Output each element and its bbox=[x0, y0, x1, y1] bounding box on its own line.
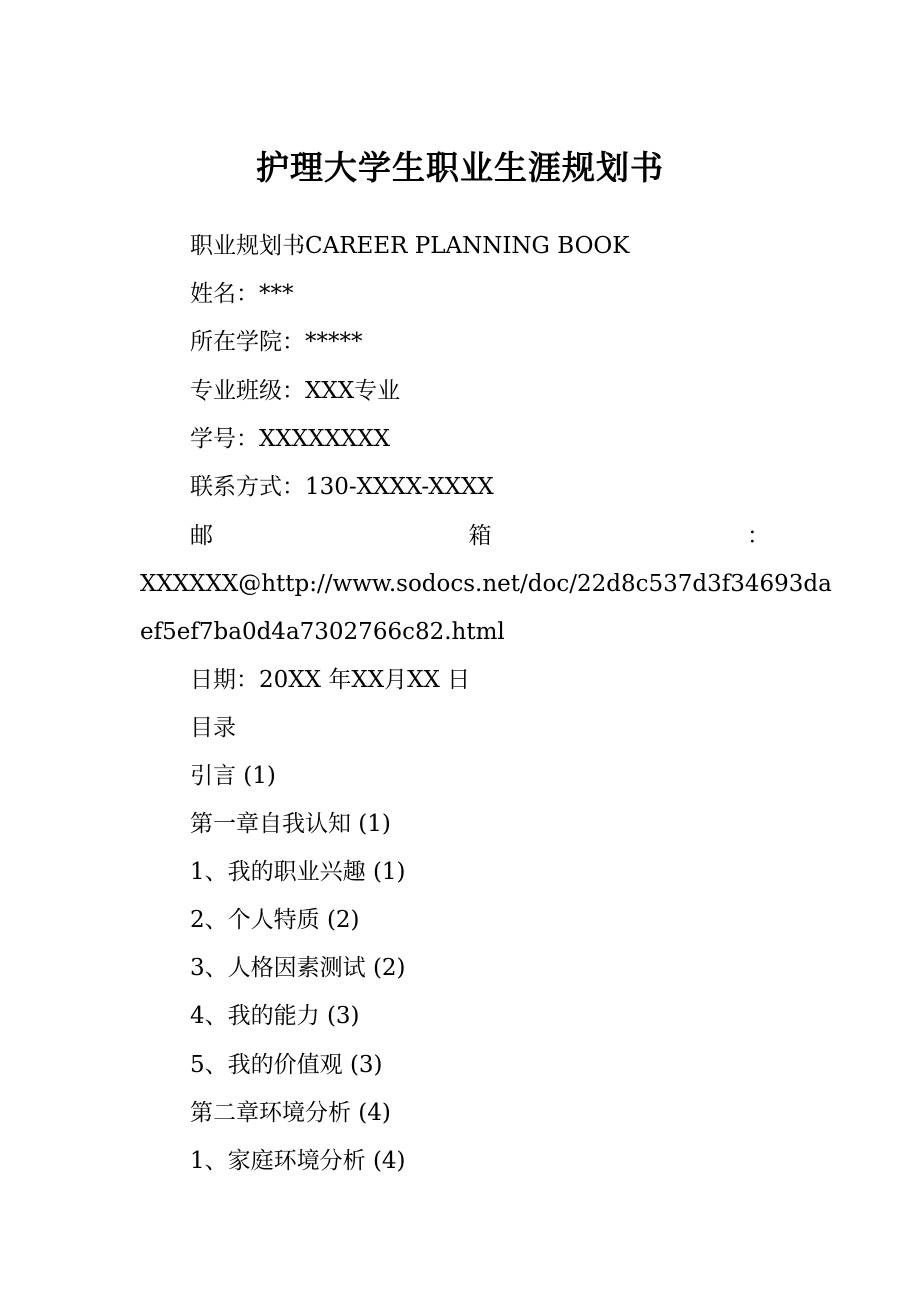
toc-item: 3、人格因素测试 (2) bbox=[190, 955, 406, 981]
email-label-char-2: 箱 bbox=[468, 523, 492, 549]
toc-item: 第一章自我认知 (1) bbox=[190, 811, 391, 837]
name-line: 姓名：*** bbox=[190, 281, 294, 307]
toc-item: 第二章环境分析 (4) bbox=[190, 1100, 391, 1126]
toc-heading: 目录 bbox=[190, 715, 236, 741]
toc-item: 2、个人特质 (2) bbox=[190, 907, 360, 933]
college-line: 所在学院：***** bbox=[190, 329, 363, 355]
major-line: 专业班级：XXX专业 bbox=[190, 378, 401, 404]
contact-line: 联系方式：130-XXXX-XXXX bbox=[190, 474, 494, 500]
toc-item: 1、家庭环境分析 (4) bbox=[190, 1148, 406, 1174]
toc-item: 4、我的能力 (3) bbox=[190, 1003, 360, 1029]
student-id-line: 学号：XXXXXXXX bbox=[190, 426, 390, 452]
toc-item: 5、我的价值观 (3) bbox=[190, 1052, 383, 1078]
email-label-row bbox=[190, 519, 770, 553]
email-label-char-1: 邮 bbox=[190, 523, 213, 549]
email-label-colon: ： bbox=[747, 523, 770, 549]
toc-item: 1、我的职业兴趣 (1) bbox=[190, 859, 406, 885]
document-title: 护理大学生职业生涯规划书 bbox=[256, 148, 664, 187]
email-value-line-2: ef5ef7ba0d4a7302766c82.html bbox=[140, 619, 505, 645]
email-value-line-1: XXXXXX@http://www.sodocs.net/doc/22d8c537d3f34693da bbox=[140, 571, 832, 597]
date-line: 日期：20XX 年XX月XX 日 bbox=[190, 667, 471, 693]
toc-item: 引言 (1) bbox=[190, 763, 276, 789]
subtitle: 职业规划书CAREER PLANNING BOOK bbox=[190, 233, 630, 259]
